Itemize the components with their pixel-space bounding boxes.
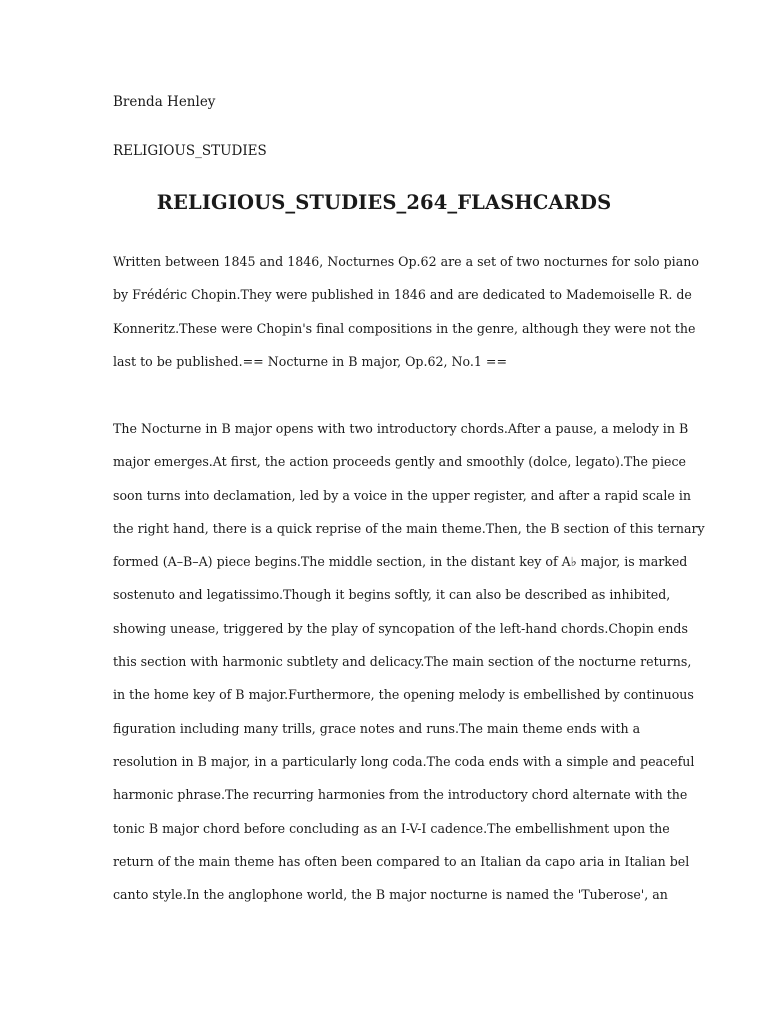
text-line: major emerges.At first, the action proceeds gently and smoothly (dolce, legato).The piece	[113, 454, 686, 470]
author-name: Brenda Henley	[113, 94, 216, 110]
text-line: formed (A–B–A) piece begins.The middle section, in the distant key of A♭ major, is marked	[113, 554, 688, 570]
text-line: tonic B major chord before concluding as an I-V-I cadence.The embellishment upon the	[113, 820, 670, 836]
text-line: in the home key of B major.Furthermore, the opening melody is embellished by continuous	[113, 687, 694, 703]
text-line: this section with harmonic subtlety and delicacy.The main section of the nocturne returns,	[113, 654, 692, 670]
text-line: resolution in B major, in a particularly long coda.The coda ends with a simple and peaceful	[113, 753, 695, 769]
text-line: soon turns into declamation, led by a voice in the upper register, and after a rapid scale in	[113, 487, 692, 503]
text-line: Written between 1845 and 1846, Nocturnes Op.62 are a set of two nocturnes for solo piano	[113, 254, 699, 269]
text-line: showing unease, triggered by the play of syncopation of the left-hand chords.Chopin ends	[113, 620, 688, 636]
text-line: return of the main theme has often been compared to an Italian da capo aria in Italian bel	[113, 853, 690, 869]
text-line: last to be published.== Nocturne in B major, Op.62, No.1 ==	[113, 353, 508, 369]
text-line: by Frédéric Chopin.They were published in 1846 and are dedicated to Mademoiselle R. de	[113, 287, 692, 303]
text-line: the right hand, there is a quick reprise of the main theme.Then, the B section of this ternary	[113, 520, 705, 536]
text-line: Konneritz.These were Chopin's final compositions in the genre, although they were not the	[113, 320, 696, 336]
text-line: canto style.In the anglophone world, the B major nocturne is named the 'Tuberose', an	[113, 887, 668, 903]
document-title: RELIGIOUS_STUDIES_264_FLASHCARDS	[156, 191, 612, 214]
subject-label: RELIGIOUS_STUDIES	[113, 143, 267, 159]
text-line: sostenuto and legatissimo.Though it begins softly, it can also be described as inhibited,	[113, 587, 671, 603]
paragraph-intro	[113, 253, 699, 386]
text-line: The Nocturne in B major opens with two introductory chords.After a pause, a melody in B	[113, 421, 689, 436]
text-line: figuration including many trills, grace notes and runs.The main theme ends with a	[113, 720, 641, 736]
paragraph-body	[113, 420, 705, 919]
text-line: harmonic phrase.The recurring harmonies from the introductory chord alternate with the	[113, 787, 688, 803]
